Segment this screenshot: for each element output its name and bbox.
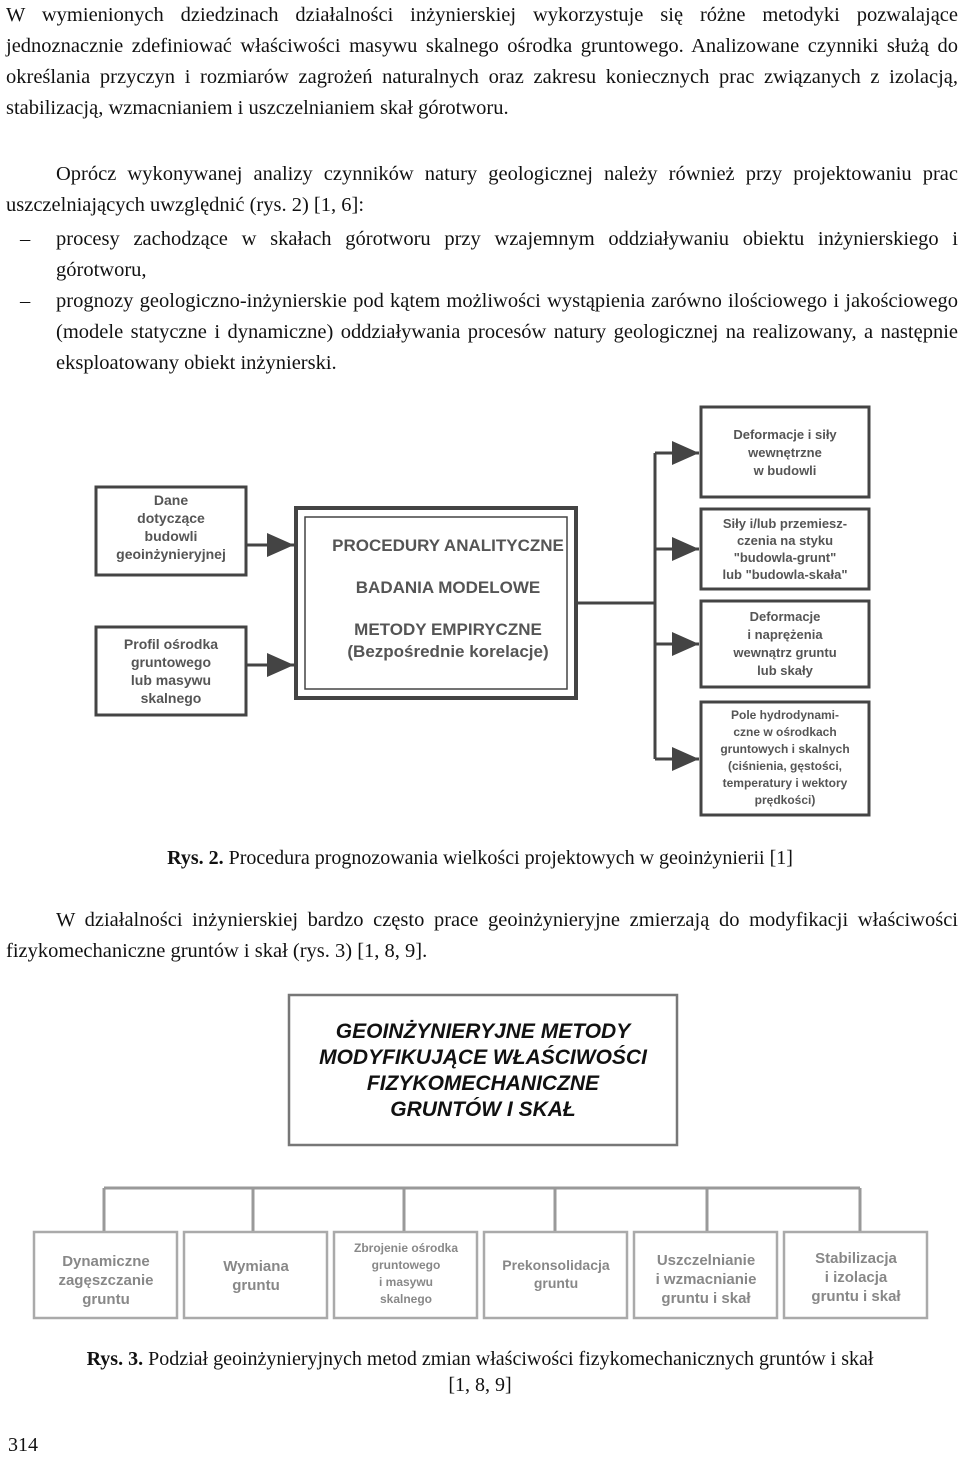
method-text-line: Prekonsolidacja	[502, 1257, 610, 1273]
box-text-line: Profil ośrodka	[123, 636, 219, 652]
method-text-line: Wymiana	[223, 1258, 289, 1275]
paragraph-intro: W wymienionych dziedzinach działalności inżynierskiej wykorzystuje się różne metodyki pozwalające jednoznacznie zdefiniować właściwości masywu skalnego ośrodka gruntowego. Analizowane czynniki służą do określania przyczyn i rozmiarów zagrożeń naturalnych oraz zakresu koniecznych prac związanych z izolacją, stabilizacją, wzmacnianiem i uszczelnianiem skał górotworu.	[6, 4, 958, 119]
box-text-line: Deformacje i siły	[733, 427, 837, 442]
method-text-line: gruntu	[82, 1291, 130, 1308]
title-box-line: GEOINŻYNIERYJNE METODY	[335, 1020, 631, 1043]
box-text-line: lub masywu	[130, 672, 212, 688]
box-text-line: wewnątrz gruntu	[733, 645, 837, 660]
caption-text: Podział geoinżynieryjnych metod zmian właściwości fizykomechanicznych gruntów i skał	[143, 1348, 874, 1370]
method-text-line: Zbrojenie ośrodka	[353, 1241, 459, 1255]
list-item: prognozy geologiczno-inżynierskie pod kątem możliwości wystąpienia zarówno ilościowego i jakościowego (modele statyczne i dynamiczne) oddziaływania procesów natury geologicznej na realizowany, a następnie eksploatowany obiekt inżynierski.	[56, 290, 958, 374]
box-text-line: Dane	[153, 492, 189, 508]
method-text-line: Dynamiczne	[62, 1253, 150, 1270]
box-text-line: budowli	[144, 528, 198, 544]
box-text-line: skalnego	[140, 690, 202, 706]
center-box-line: BADANIA MODELOWE	[355, 578, 541, 597]
box-text-line: wewnętrzne	[748, 445, 822, 460]
paragraph-factors: Oprócz wykonywanej analizy czynników natury geologicznej należy również przy projektowaniu prac uszczelniających uwzględnić (rys. 2) [1, 6]:	[6, 163, 958, 216]
methods-title-box	[289, 995, 677, 1145]
box-text-line: Siły i/lub przemiesz-	[722, 516, 848, 531]
box-text-line: i naprężenia	[747, 627, 823, 642]
center-box-line: METODY EMPIRYCZNE	[354, 620, 542, 639]
box-text-line: Pole hydrodynami-	[730, 708, 840, 722]
box-text-line: (ciśnienia, gęstości,	[727, 759, 843, 773]
box-text-line: temperatury i wektory	[722, 776, 848, 790]
box-text-line: lub "budowla-skała"	[722, 567, 848, 582]
list-bullet: –	[20, 290, 31, 312]
page-number: 314	[8, 1434, 38, 1456]
box-text-line: "budowla-grunt"	[733, 550, 837, 565]
figure-2-diagram	[0, 405, 960, 825]
method-text-line: i masywu	[378, 1275, 434, 1289]
caption-text: Procedura prognozowania wielkości projektowych w geoinżynierii [1]	[223, 847, 793, 869]
figure-2-caption	[0, 845, 960, 871]
method-text-line: gruntu i skał	[811, 1288, 901, 1305]
method-text-line: Uszczelnianie	[656, 1252, 756, 1269]
list-item: procesy zachodzące w skałach górotworu przy wzajemnym oddziaływaniu obiektu inżynierskiego i górotworu,	[56, 228, 958, 281]
box-text-line: geoinżynieryjnej	[116, 546, 226, 562]
figure-3-diagram	[0, 990, 960, 1325]
method-text-line: skalnego	[379, 1292, 433, 1306]
method-box-soil-replacement	[184, 1232, 327, 1318]
title-box-line: GRUNTÓW I SKAŁ	[390, 1098, 576, 1121]
caption-label: Rys. 2.	[167, 847, 224, 869]
box-text-line: lub skały	[757, 663, 813, 678]
title-box-line: FIZYKOMECHANICZNE	[366, 1072, 600, 1095]
method-text-line: i wzmacnianie	[655, 1271, 757, 1288]
caption-references: [1, 8, 9]	[448, 1374, 512, 1396]
center-box-line: (Bezpośrednie korelacje)	[347, 642, 549, 661]
box-text-line: gruntowych i skalnych	[720, 742, 850, 756]
box-text-line: dotyczące	[137, 510, 205, 526]
method-text-line: i izolacja	[824, 1269, 888, 1286]
method-text-line: gruntu	[533, 1275, 579, 1291]
method-text-line: zagęszczanie	[58, 1272, 154, 1289]
method-text-line: Stabilizacja	[815, 1250, 897, 1267]
box-text-line: Deformacje	[749, 609, 821, 624]
box-text-line: czne w ośrodkach	[733, 725, 837, 739]
box-text-line: w budowli	[753, 463, 817, 478]
box-text-line: czenia na styku	[736, 533, 834, 548]
title-box-line: MODYFIKUJĄCE WŁAŚCIWOŚCI	[319, 1046, 647, 1069]
list-bullet: –	[20, 228, 31, 250]
box-text-line: gruntowego	[130, 654, 212, 670]
box-text-line: prędkości)	[754, 793, 816, 807]
paragraph-methods: W działalności inżynierskiej bardzo często prace geoinżynieryjne zmierzają do modyfikacji właściwości fizykomechaniczne gruntów i skał (rys. 3) [1, 8, 9].	[6, 909, 958, 962]
method-text-line: gruntowego	[371, 1258, 441, 1272]
center-box-line: PROCEDURY ANALITYCZNE	[332, 536, 564, 555]
caption-label: Rys. 3.	[86, 1348, 144, 1370]
method-text-line: gruntu i skał	[661, 1290, 751, 1307]
method-text-line: gruntu	[232, 1277, 280, 1294]
figure-3-caption	[0, 1346, 960, 1398]
